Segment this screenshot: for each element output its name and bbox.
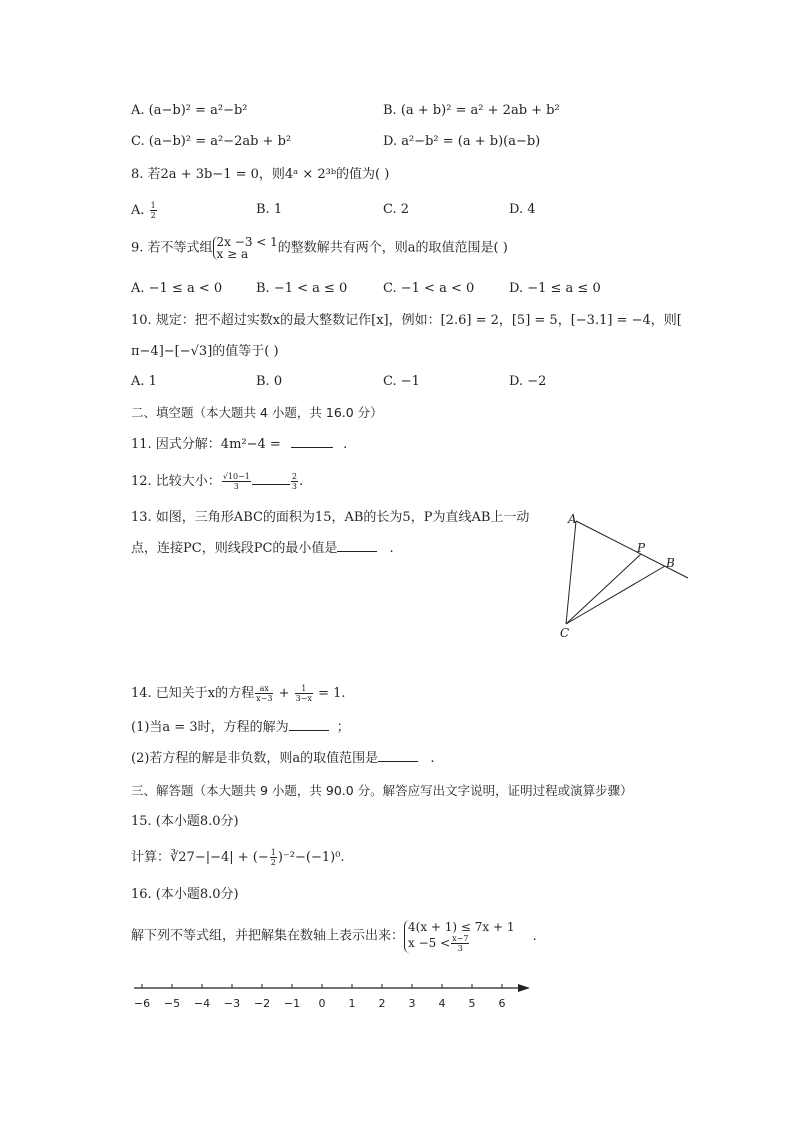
q14-part-1 — [131, 719, 350, 737]
number-line-tick-label: 2 — [378, 997, 386, 1010]
label-p: P — [637, 541, 646, 555]
fraction-denominator: 3−x — [295, 694, 312, 703]
q8-stem: 8. 若2a + 3b−1 = 0，则4ᵃ × 2³ᵇ的值为( ) — [131, 167, 390, 182]
fraction-denominator: 3 — [291, 482, 297, 491]
q7-option-c: C. (a−b)² = a²−2ab + b² — [131, 134, 292, 149]
label-c: C — [560, 626, 570, 640]
q13-line-2 — [131, 540, 394, 558]
q10-option-a: A. 1 — [131, 374, 157, 389]
number-line-tick-label: 3 — [408, 997, 416, 1010]
q15-prefix: 计算：∛27−|−4| + (− — [131, 850, 269, 865]
q14-prefix: 14. 已知关于x的方程 — [131, 686, 255, 701]
q14-part-1-text: (1)当a = 3时，方程的解为 — [131, 720, 289, 735]
answer-blank[interactable] — [289, 730, 329, 731]
fraction-numerator: 1 — [150, 201, 156, 210]
q9-option-d: D. −1 ≤ a ≤ 0 — [509, 281, 601, 296]
q9-system-line-2: x ≥ a — [216, 247, 249, 261]
label-b: B — [666, 556, 675, 570]
section-fill-in-heading: 二、填空题（本大题共 4 小题，共 16.0 分） — [131, 405, 383, 420]
q12-end: . — [298, 474, 304, 489]
q14-suffix: = 1. — [318, 686, 346, 701]
q16-inequality-system — [404, 920, 515, 953]
q8-option-a — [131, 201, 158, 220]
q9-option-a: A. −1 ≤ a < 0 — [131, 281, 223, 296]
fraction-denominator: 2 — [150, 211, 156, 220]
q16-fraction — [451, 934, 469, 953]
q14-fraction-1 — [255, 684, 273, 703]
q8-option-c: C. 2 — [383, 202, 410, 217]
q10-option-b: B. 0 — [256, 374, 283, 389]
q9-suffix: 的整数解共有两个，则a的取值范围是( ) — [277, 240, 508, 256]
number-line-tick-label: −3 — [223, 997, 241, 1010]
q11-text: 11. 因式分解：4m²−4 = — [131, 437, 281, 452]
q9-prefix: 9. 若不等式组 — [131, 240, 213, 256]
fraction-numerator: x−7 — [452, 934, 469, 943]
segment-pc — [566, 554, 641, 624]
q14-part-1-end: ； — [336, 720, 350, 735]
q16-heading: 16. (本小题8.0分) — [131, 887, 239, 902]
number-line — [128, 976, 538, 1016]
number-line-tick-label: 1 — [348, 997, 356, 1010]
segment-bc — [566, 566, 665, 624]
q15-heading: 15. (本小题8.0分) — [131, 814, 239, 829]
q8-option-b: B. 1 — [256, 202, 283, 217]
q12-prefix: 12. 比较大小： — [131, 474, 221, 489]
q8-option-a-label: A. — [131, 203, 145, 218]
triangle-abc-figure — [555, 505, 695, 640]
q14-fraction-2 — [295, 684, 313, 703]
fraction-denominator: 3 — [457, 944, 463, 953]
number-line-tick-label: −2 — [253, 997, 271, 1010]
q13-line-2-text: 点，连接PC，则线段PC的最小值是 — [131, 541, 338, 556]
number-line-arrow-icon — [518, 984, 530, 992]
q9-inequality-system — [213, 236, 278, 260]
q13-end: . — [389, 541, 394, 556]
q16-end: . — [532, 928, 537, 944]
q7-option-b: B. (a + b)² = a² + 2ab + b² — [383, 103, 560, 118]
q7-option-d: D. a²−b² = (a + b)(a−b) — [383, 134, 541, 149]
q9-stem — [131, 236, 508, 261]
q9-option-c: C. −1 < a < 0 — [383, 281, 475, 296]
q10-option-c: C. −1 — [383, 374, 420, 389]
number-line-tick-label: 6 — [498, 997, 506, 1010]
q16-stem — [131, 920, 537, 953]
q11 — [131, 436, 347, 454]
q10-line-2: π−4]−[−√3]的值等于( ) — [131, 344, 279, 359]
q9-option-b: B. −1 < a ≤ 0 — [256, 281, 348, 296]
q10-line-1: 10. 规定：把不超过实数x的最大整数记作[x]，例如：[2.6] = 2，[5] = 5，[−3.1] = −4，则[ — [131, 313, 682, 328]
q14-part-2-end: . — [430, 751, 435, 766]
q16-system-line-2-left: x −5 < — [408, 936, 451, 950]
fraction-denominator: 3 — [233, 482, 239, 491]
number-line-tick-label: −6 — [133, 997, 151, 1010]
q12 — [131, 470, 303, 494]
q15-fraction — [270, 848, 277, 867]
q16-system-line-1: 4(x + 1) ≤ 7x + 1 — [408, 920, 515, 934]
number-line-tick-label: −5 — [163, 997, 181, 1010]
fraction-numerator: 2 — [291, 472, 297, 481]
number-line-tick-label: −1 — [283, 997, 301, 1010]
q8-option-d: D. 4 — [509, 202, 536, 217]
label-a: A — [568, 512, 577, 526]
q12-fraction-left — [222, 472, 251, 491]
q14-part-2-text: (2)若方程的解是非负数，则a的取值范围是 — [131, 751, 379, 766]
number-line-tick-label: −4 — [193, 997, 211, 1010]
answer-blank[interactable] — [291, 447, 333, 448]
fraction-denominator: x−3 — [256, 694, 273, 703]
section-solution-heading: 三、解答题（本大题共 9 小题，共 90.0 分。解答应写出文字说明，证明过程或演算步骤） — [131, 783, 633, 798]
q14-stem — [131, 682, 346, 706]
number-line-tick-label: 4 — [438, 997, 446, 1010]
q14-plus: + — [278, 686, 290, 701]
answer-blank[interactable] — [252, 484, 290, 485]
q13-line-1: 13. 如图，三角形ABC的面积为15，AB的长为5，P为直线AB上一动 — [131, 510, 530, 525]
answer-blank[interactable] — [378, 761, 418, 762]
q16-system-line-2 — [408, 934, 515, 953]
q7-option-a: A. (a−b)² = a²−b² — [131, 103, 248, 118]
q15-expression — [131, 846, 345, 870]
fraction-numerator: 1 — [270, 848, 276, 857]
q10-option-d: D. −2 — [509, 374, 547, 389]
q11-end: . — [343, 437, 348, 452]
segment-ac — [566, 521, 576, 624]
q9-system-line-1: 2x −3 < 1 — [216, 235, 278, 249]
answer-blank[interactable] — [337, 551, 377, 552]
q14-part-2 — [131, 750, 434, 768]
fraction-denominator: 2 — [270, 858, 276, 867]
number-line-tick-label: 0 — [318, 997, 326, 1010]
number-line-tick-label: 5 — [468, 997, 476, 1010]
q16-prefix: 解下列不等式组，并把解集在数轴上表示出来： — [131, 928, 405, 944]
fraction-numerator: ax — [255, 684, 273, 694]
q12-fraction-right — [291, 472, 298, 491]
q8-option-a-fraction — [150, 201, 157, 220]
fraction-numerator: 1 — [295, 684, 313, 694]
q15-suffix: )⁻²−(−1)⁰. — [277, 850, 345, 865]
fraction-numerator: √10−1 — [222, 472, 250, 481]
